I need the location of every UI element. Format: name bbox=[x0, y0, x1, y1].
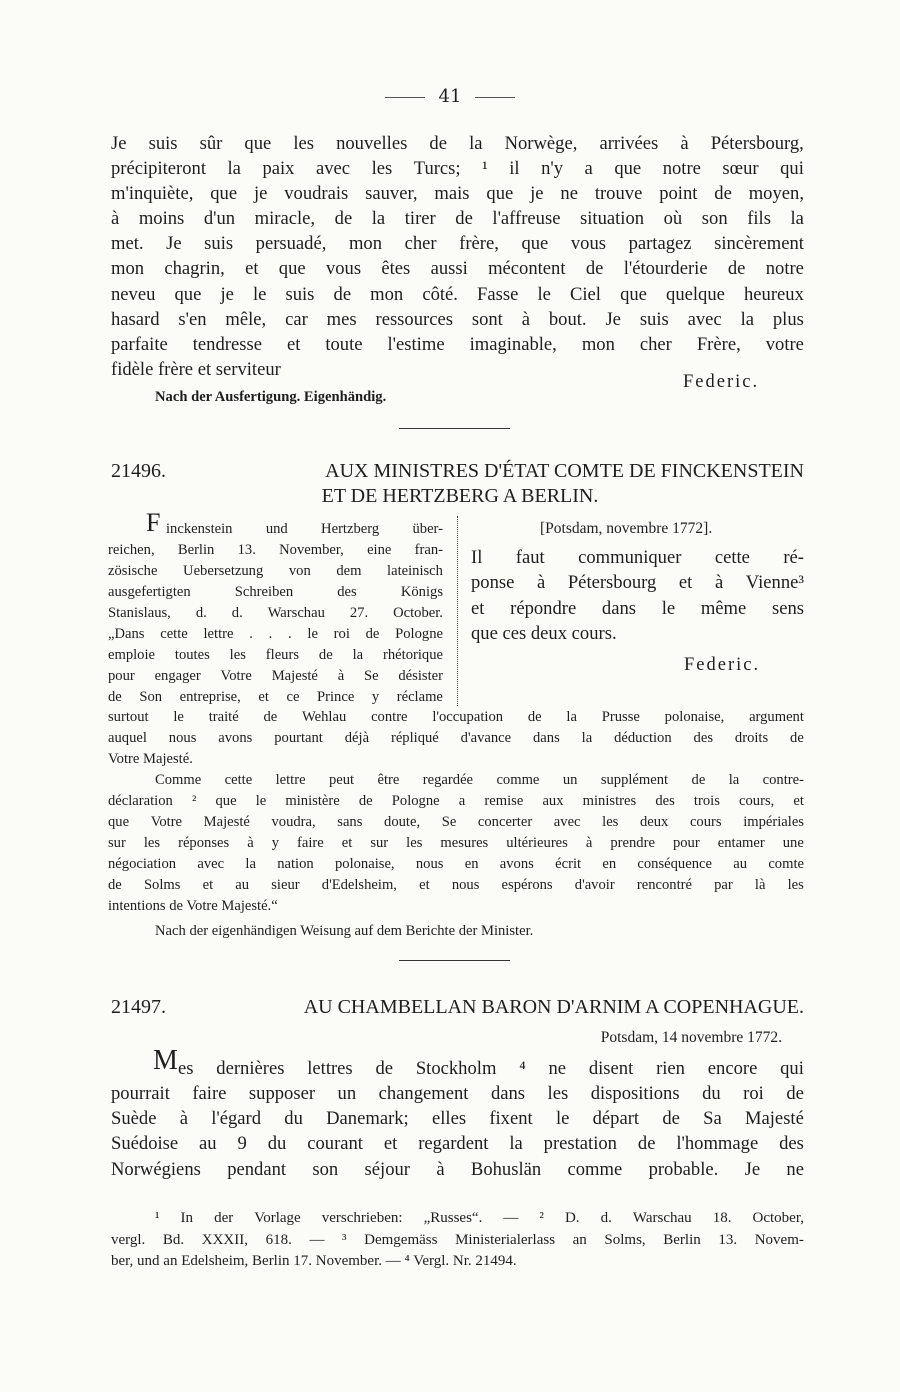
drop-initial: M bbox=[153, 1045, 178, 1076]
letter-line-last: que ces deux cours. bbox=[471, 623, 617, 644]
summary-line-last: intentions de Votre Majesté.“ bbox=[108, 898, 278, 914]
summary-line: inckenstein und Hertzberg über- bbox=[166, 521, 443, 537]
summary-line: zösische Uebersetzung von dem lateinisch bbox=[108, 563, 443, 579]
summary-line: emploie toutes les fleurs de la rhétorique bbox=[108, 647, 443, 663]
summary-line: déclaration ² que le ministère de Pologne a remise aux ministres des trois cours, et bbox=[108, 793, 804, 809]
source-note: Nach der Ausfertigung. Eigenhändig. bbox=[155, 389, 387, 405]
dateline: Potsdam, 14 novembre 1772. bbox=[600, 1029, 782, 1046]
footnote-line-last: ber, und an Edelsheim, Berlin 17. November. — ⁴ Vergl. Nr. 21494. bbox=[111, 1253, 517, 1269]
text-line-last: fidèle frère et serviteur bbox=[111, 359, 281, 380]
summary-line: de Son entreprise, et ce Prince y réclame bbox=[108, 689, 443, 705]
footnote-line: vergl. Bd. XXXII, 618. — ³ Demgemäss Ministerialerlass an Solms, Berlin 13. Novem- bbox=[111, 1232, 804, 1248]
drop-initial: F bbox=[146, 508, 161, 537]
column-divider bbox=[457, 516, 458, 706]
summary-line: „Dans cette lettre . . . le roi de Pologne bbox=[108, 626, 443, 642]
text-line: à moins d'un miracle, de la tirer de l'affreuse situation où son fils la bbox=[111, 208, 804, 229]
summary-line: négociation avec la nation polonaise, nous en avons écrit en conséquence au comte bbox=[108, 856, 804, 872]
section-divider bbox=[399, 428, 510, 429]
entry-title-line2: ET DE HERTZBERG A BERLIN. bbox=[321, 485, 599, 507]
entry-title-line1: AUX MINISTRES D'ÉTAT COMTE DE FINCKENSTEIN bbox=[325, 460, 804, 482]
page-number-dash-left bbox=[385, 97, 425, 98]
letter-line: Suédoise au 9 du courant et regardent la prestation de l'hommage des bbox=[111, 1133, 804, 1154]
letter-line: es dernières lettres de Stockholm ⁴ ne disent rien encore qui bbox=[178, 1058, 804, 1079]
letter-line: Il faut communiquer cette ré- bbox=[471, 547, 804, 568]
summary-line: auquel nous avons pourtant déjà répliqué d'avance dans la déduction des droits de bbox=[108, 730, 804, 746]
dateline: [Potsdam, novembre 1772]. bbox=[540, 520, 713, 537]
text-line: précipiteront la paix avec les Turcs; ¹ il n'y a que notre sœur qui bbox=[111, 158, 804, 179]
letter-line: Suède à l'égard du Danemark; elles fixent le départ de Sa Majesté bbox=[111, 1108, 804, 1129]
page-number-dash-right bbox=[475, 97, 515, 98]
summary-line: surtout le traité de Wehlau contre l'occupation de la Prusse polonaise, argument bbox=[108, 709, 804, 725]
entry-number: 21497. bbox=[111, 996, 166, 1018]
section-divider bbox=[399, 960, 510, 961]
text-line: hasard s'en mêle, car mes ressources sont à bout. Je suis avec la plus bbox=[111, 309, 804, 330]
summary-line: Comme cette lettre peut être regardée comme un supplément de la contre- bbox=[155, 772, 804, 788]
summary-line: Stanislaus, d. d. Warschau 27. October. bbox=[108, 605, 443, 621]
text-line: neveu que je le suis de mon côté. Fasse le Ciel que quelque heureux bbox=[111, 284, 804, 305]
footnote-line: ¹ In der Vorlage verschrieben: „Russes“. — ² D. d. Warschau 18. October, bbox=[155, 1210, 804, 1226]
summary-line: pour engager Votre Majesté à Se désister bbox=[108, 668, 443, 684]
signature: Federic. bbox=[684, 655, 761, 675]
entry-title: AU CHAMBELLAN BARON D'ARNIM A COPENHAGUE. bbox=[303, 996, 804, 1018]
text-line: m'inquiète, que je voudrais sauver, mais que je ne trouve point de moyen, bbox=[111, 183, 804, 204]
letter-line: et répondre dans le même sens bbox=[471, 598, 804, 619]
signature: Federic. bbox=[683, 372, 760, 392]
page-number: 41 bbox=[0, 86, 900, 107]
summary-line: ausgefertigten Schreiben des Königs bbox=[108, 584, 443, 600]
text-line: parfaite tendresse et toute l'estime imaginable, mon cher Frère, votre bbox=[111, 334, 804, 355]
letter-line: ponse à Pétersbourg et à Vienne³ bbox=[471, 572, 804, 593]
text-line: met. Je suis persuadé, mon cher frère, que vous partagez sincèrement bbox=[111, 233, 804, 254]
summary-line: sur les réponses à y faire et sur les mesures ultérieures à prendre pour entamer une bbox=[108, 835, 804, 851]
summary-line: que Votre Majesté voudra, sans doute, Se concerter avec les deux cours impériales bbox=[108, 814, 804, 830]
summary-line-last: Votre Majesté. bbox=[108, 751, 193, 767]
letter-line: pourrait faire supposer un changement dans les dispositions du roi de bbox=[111, 1083, 804, 1104]
text-line: Je suis sûr que les nouvelles de la Norwège, arrivées à Pétersbourg, bbox=[111, 133, 804, 154]
summary-line: reichen, Berlin 13. November, eine fran- bbox=[108, 542, 443, 558]
source-note: Nach der eigenhändigen Weisung auf dem Berichte der Minister. bbox=[155, 923, 534, 939]
letter-line: Norwégiens pendant son séjour à Bohuslän comme probable. Je ne bbox=[111, 1159, 804, 1180]
summary-line: de Solms et au sieur d'Edelsheim, et nous espérons d'avoir rencontré par là les bbox=[108, 877, 804, 893]
text-line: mon chagrin, et que vous êtes aussi mécontent de l'étourderie de notre bbox=[111, 258, 804, 279]
entry-number: 21496. bbox=[111, 460, 166, 482]
